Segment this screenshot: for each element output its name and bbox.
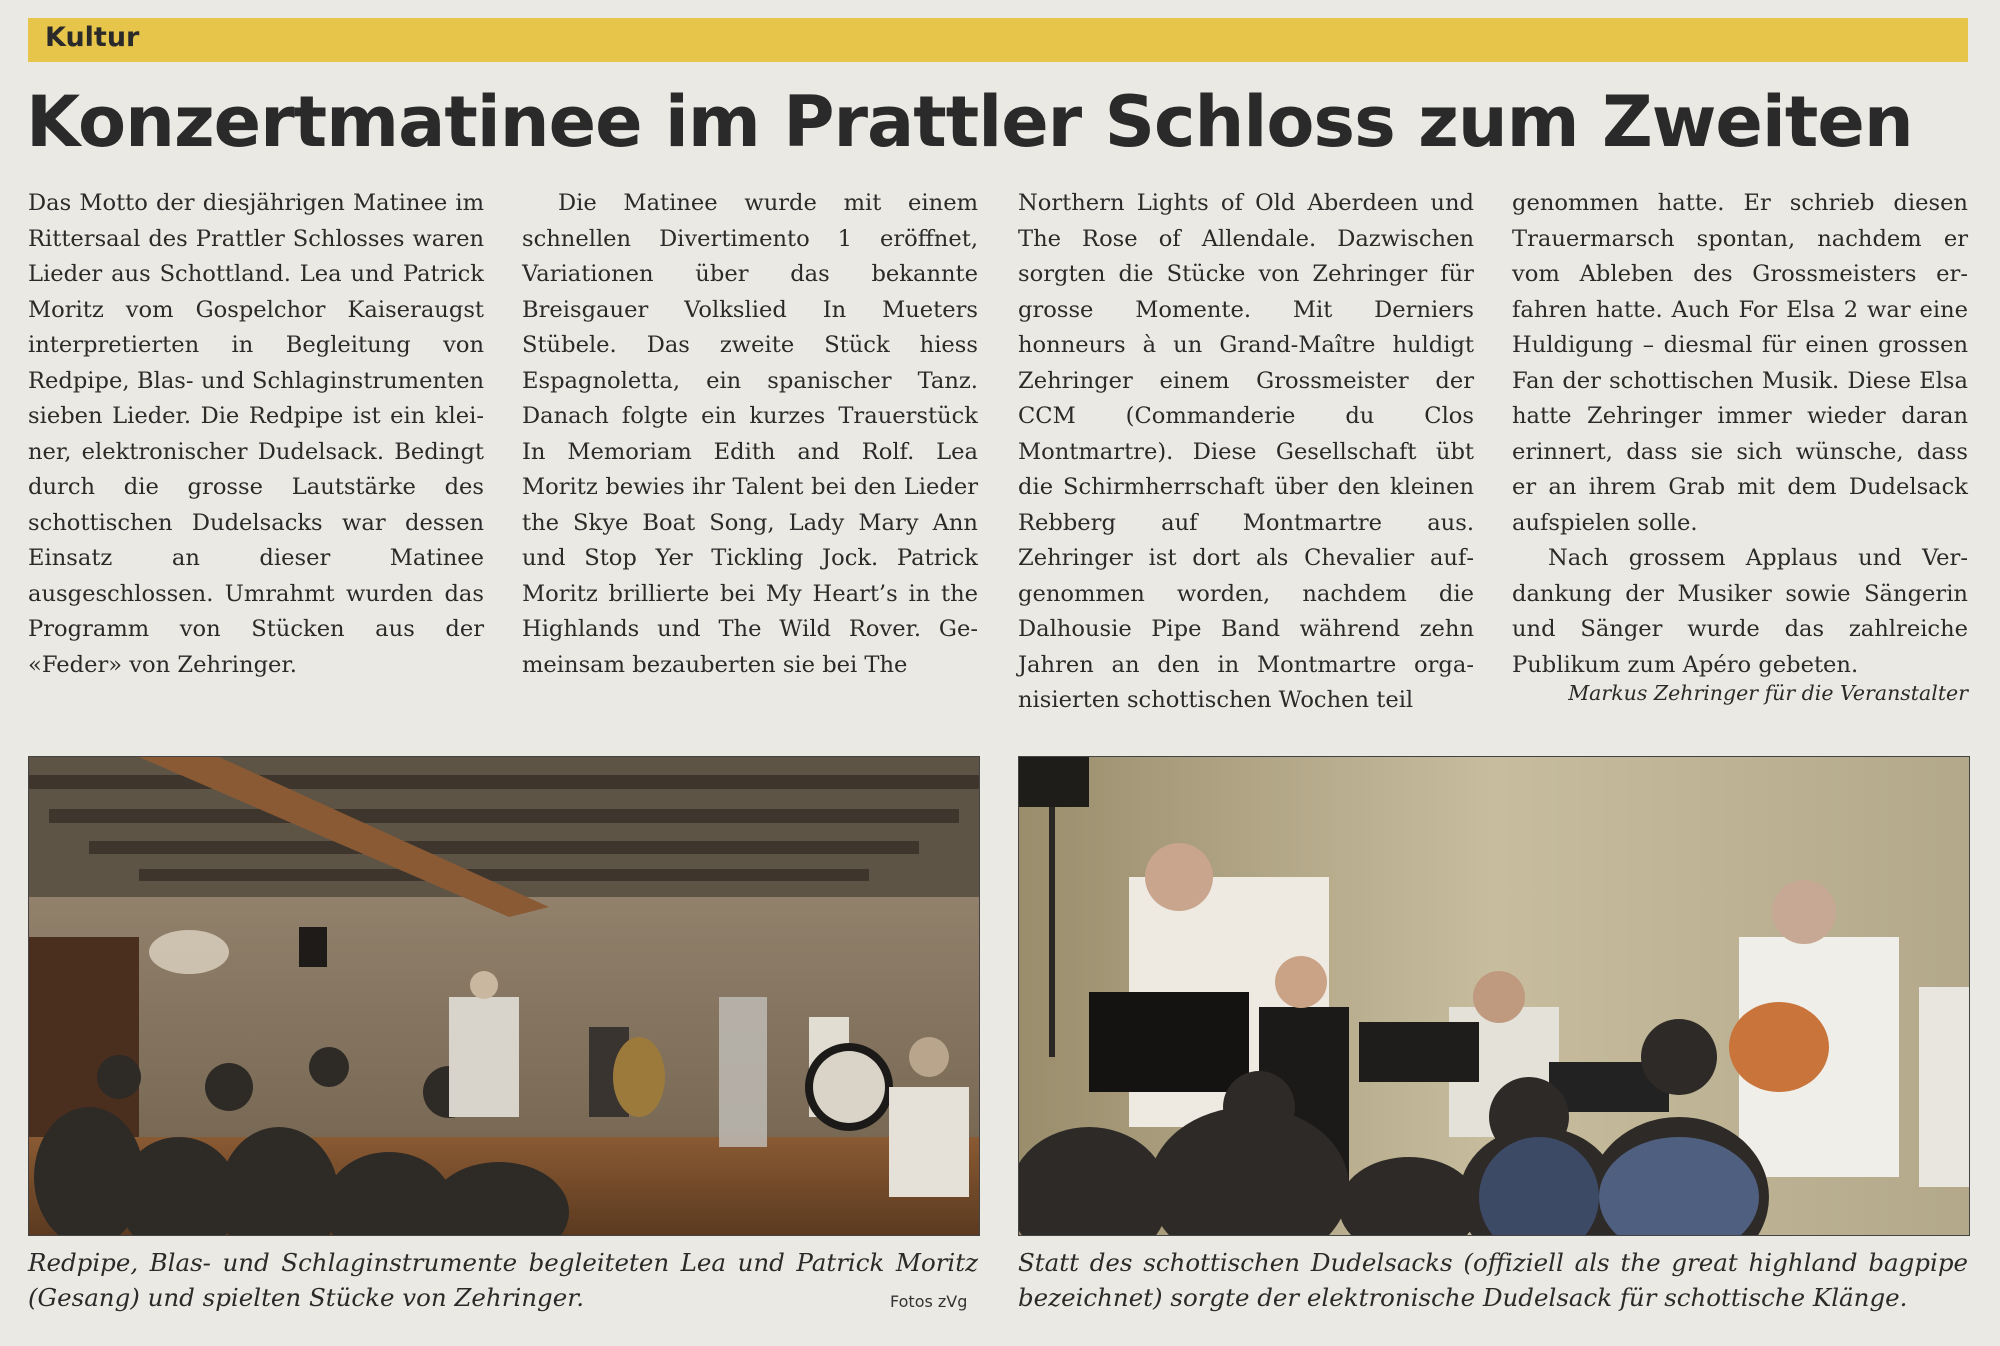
- photo-concert-hall: [28, 756, 980, 1236]
- caption-right: Statt des schottischen Dudelsacks (offiziell als the great highland bagpipe bezeichnet) sorgte der elektronische Dudelsack für schottische Klänge.: [1018, 1248, 1968, 1312]
- column-3-paragraph-1: Northern Lights of Old Aberdeen und The Rose of Allendale. Dazwischen sorgten die Stücke von Zehringer für grosse Momente. Mit Derniers honneurs à un Grand-Maître huldigt Zehringer einem Grossmeister der CCM (Commanderie du Clos Montmartre). Diese Gesellschaft übt die Schirmherrschaft über den kleinen Rebberg auf Montmartre aus. Zehringer ist dort als Chevalier aufgenommen worden, nachdem die Dalhousie Pipe Band während zehn Jahren an den in Montmartre organisierten schottischen Wochen teil: [1018, 190, 1474, 713]
- article-column-4: [1512, 186, 1968, 683]
- article-column-1: [28, 186, 484, 683]
- photo-musicians: [1018, 756, 1970, 1236]
- author-signature: Markus Zehringer für die Veranstalter: [1568, 681, 1968, 705]
- musicians-image: [1019, 757, 1969, 1235]
- concert-hall-image: [29, 757, 979, 1235]
- column-2-paragraph-1: Die Matinee wurde mit einem schnellen Divertimento 1 eröffnet, Variationen über das bekannte Breisgauer Volkslied In Mueters Stübele. Das zweite Stück hiess Espagnoletta, ein spanischer Tanz. Danach folgte ein kurzes Trauerstück In Memoriam Edith and Rolf. Lea Moritz bewies ihr Talent bei den Lieder the Skye Boat Song, Lady Mary Ann und Stop Yer Tickling Jock. Patrick Moritz brillierte bei My Heart’s in the Highlands und The Wild Rover. Gemeinsam bezauberten sie bei The: [522, 190, 978, 678]
- article-column-3: [1018, 186, 1474, 719]
- column-4-paragraph-2: Nach grossem Applaus und Verdankung der Musiker sowie Sängerin und Sänger wurde das zahlreiche Publikum zum Apéro gebeten.: [1512, 545, 1968, 678]
- photo-credit: Fotos zVg: [890, 1292, 968, 1311]
- column-1-paragraph-1: Das Motto der diesjährigen Matinee im Rittersaal des Prattler Schlosses waren Lieder aus Schottland. Lea und Patrick Moritz vom Gospelchor Kaiseraugst interpretierten in Begleitung von Redpipe, Blas- und Schlaginstrumenten sieben Lieder. Die Redpipe ist ein kleiner, elektronischer Dudelsack. Bedingt durch die grosse Lautstärke des schottischen Dudelsacks war dessen Einsatz an dieser Matinee ausgeschlossen. Umrahmt wurden das Programm von Stücken aus der «Feder» von Zehringer.: [28, 190, 484, 678]
- article-column-2: [522, 186, 978, 683]
- article-headline: Konzertmatinee im Prattler Schloss zum Zweiten: [26, 81, 1913, 163]
- section-rubric: [28, 18, 1968, 62]
- caption-left: Redpipe, Blas- und Schlaginstrumente begleiteten Lea und Patrick Moritz (Gesang) und spielten Stücke von Zehringer.: [28, 1248, 978, 1312]
- column-4-paragraph-1: genommen hatte. Er schrieb diesen Trauermarsch spontan, nachdem er vom Ableben des Grossmeisters erfahren hatte. Auch For Elsa 2 war eine Huldigung – diesmal für einen grossen Fan der schottischen Musik. Diese Elsa hatte Zehringer immer wieder daran erinnert, dass sie sich wünsche, dass er an ihrem Grab mit dem Dudelsack aufspielen solle.: [1512, 190, 1968, 536]
- rubric-label: Kultur: [45, 22, 140, 53]
